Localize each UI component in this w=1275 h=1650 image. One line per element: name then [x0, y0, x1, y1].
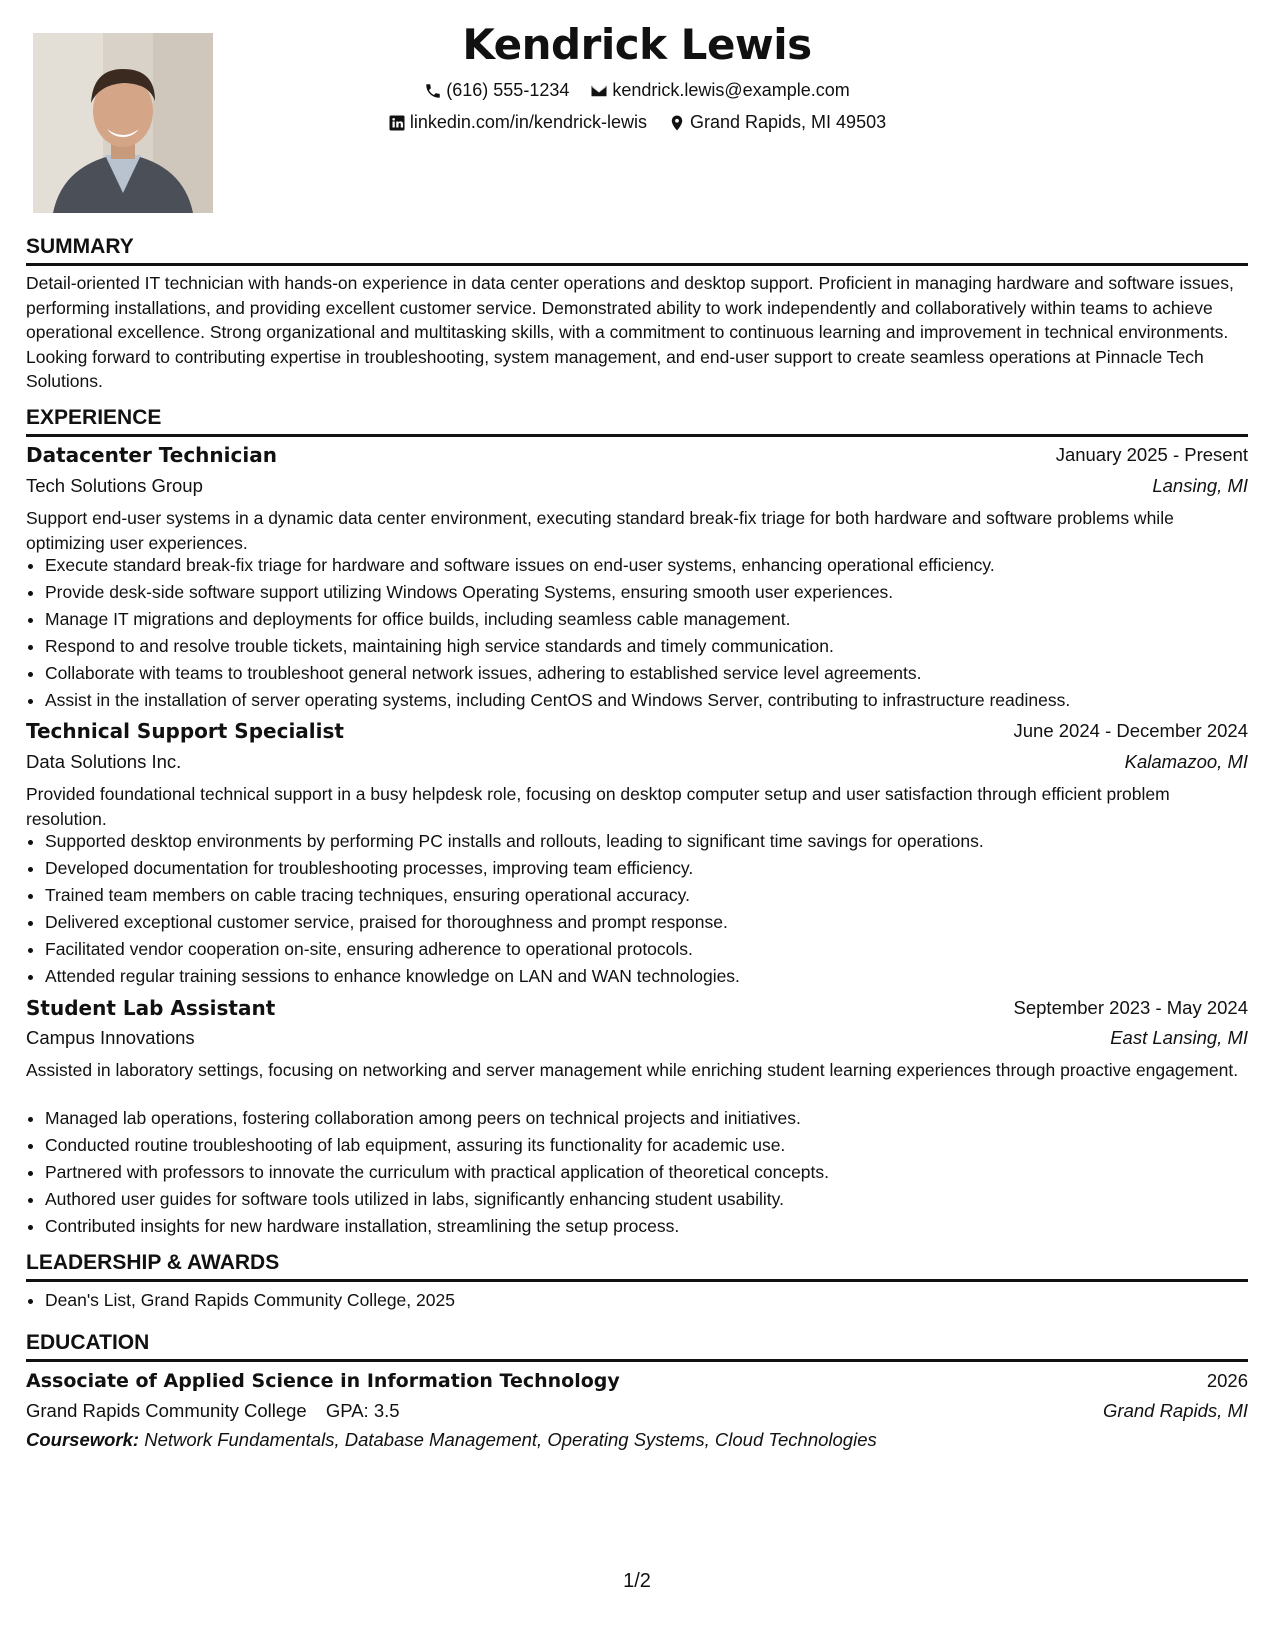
phone-number: (616) 555-1234 — [446, 80, 570, 100]
contact-email[interactable] — [590, 80, 849, 101]
section-heading-experience: EXPERIENCE — [26, 405, 1248, 437]
envelope-icon — [590, 82, 608, 100]
coursework-list: Network Fundamentals, Database Management, Operating Systems, Cloud Technologies — [144, 1429, 877, 1450]
gpa: GPA: 3.5 — [325, 1400, 400, 1421]
coursework-label: Coursework: — [26, 1429, 140, 1450]
linkedin-url: linkedin.com/in/kendrick-lewis — [409, 112, 647, 132]
coursework-line — [26, 1429, 877, 1451]
section-heading-summary: SUMMARY — [26, 234, 1248, 266]
section-heading-awards: LEADERSHIP & AWARDS — [26, 1250, 1248, 1282]
job-title: Datacenter Technician — [26, 443, 277, 467]
list-item: • Dean's List, Grand Rapids Community College, 2025 — [45, 1287, 1245, 1314]
job-company: Data Solutions Inc. — [26, 751, 182, 772]
list-item: • Execute standard break-fix triage for hardware and software issues on end-user systems, enhancing operational efficiency. — [45, 552, 1245, 579]
list-item: • Assist in the installation of server operating systems, including CentOS and Windows Server, contributing to infrastructure readiness. — [45, 687, 1245, 714]
degree-title: Associate of Applied Science in Information Technology — [26, 1370, 620, 1392]
email-address: kendrick.lewis@example.com — [612, 80, 850, 100]
job-bullets — [26, 552, 1245, 714]
list-item: • Trained team members on cable tracing techniques, ensuring operational accuracy. — [45, 882, 1245, 909]
resume-page — [26, 0, 1248, 1650]
list-item: • Attended regular training sessions to enhance knowledge on LAN and WAN technologies. — [45, 963, 1245, 990]
map-pin-icon — [668, 114, 686, 132]
list-item: • Respond to and resolve trouble tickets, maintaining high service standards and timely communication. — [45, 633, 1245, 660]
job-bullets — [26, 828, 1245, 990]
job-dates: June 2024 - December 2024 — [1013, 720, 1248, 741]
job-title: Technical Support Specialist — [26, 719, 344, 743]
list-item: • Collaborate with teams to troubleshoot general network issues, adhering to established service level agreements. — [45, 660, 1245, 687]
list-item: • Developed documentation for troubleshooting processes, improving team efficiency. — [45, 855, 1245, 882]
job-company: Tech Solutions Group — [26, 475, 203, 496]
school-location: Grand Rapids, MI — [1103, 1400, 1248, 1421]
school-line — [26, 1400, 400, 1422]
job-description: Support end-user systems in a dynamic data center environment, executing standard break-fix triage for both hardware and software problems while optimizing user experiences. — [26, 508, 1174, 553]
contact-row-secondary — [26, 112, 1248, 137]
contact-row-primary — [26, 80, 1248, 105]
list-item: • Provide desk-side software support utilizing Windows Operating Systems, ensuring smooth user experiences. — [45, 579, 1245, 606]
job-bullets — [26, 1105, 1245, 1240]
job-location: East Lansing, MI — [1110, 1027, 1248, 1048]
location-text: Grand Rapids, MI 49503 — [689, 112, 887, 132]
list-item: • Facilitated vendor cooperation on-site, ensuring adherence to operational protocols. — [45, 936, 1245, 963]
graduation-year: 2026 — [1206, 1370, 1248, 1391]
job-description: Assisted in laboratory settings, focusing on networking and server management while enriching student learning experiences through proactive engagement. — [26, 1060, 1239, 1080]
awards-list — [26, 1287, 1245, 1314]
linkedin-icon — [388, 114, 406, 132]
list-item: • Manage IT migrations and deployments for office builds, including seamless cable management. — [45, 606, 1245, 633]
list-item: • Supported desktop environments by performing PC installs and rollouts, leading to significant time savings for operations. — [45, 828, 1245, 855]
list-item: • Partnered with professors to innovate the curriculum with practical application of theoretical concepts. — [45, 1159, 1245, 1186]
contact-linkedin[interactable] — [388, 112, 647, 133]
list-item: • Conducted routine troubleshooting of lab equipment, assuring its functionality for academic use. — [45, 1132, 1245, 1159]
list-item: • Delivered exceptional customer service, praised for thoroughness and prompt response. — [45, 909, 1245, 936]
job-company: Campus Innovations — [26, 1027, 195, 1048]
job-dates: January 2025 - Present — [1055, 444, 1248, 465]
list-item: • Managed lab operations, fostering collaboration among peers on technical projects and initiatives. — [45, 1105, 1245, 1132]
phone-icon — [424, 82, 442, 100]
candidate-name: Kendrick Lewis — [462, 20, 812, 69]
page-number: 1/2 — [623, 1570, 651, 1592]
contact-phone[interactable] — [424, 80, 569, 101]
summary-text: Detail-oriented IT technician with hands-on experience in data center operations and desktop support. Proficient in managing hardware and software issues, performing installations, and providing excellent customer service. Demonstrated ability to work independently and collaboratively within teams to achieve operational excellence. Strong organizational and multitasking skills, with a commitment to continuous learning and improvement in technical environments. Looking forward to contributing expertise in troubleshooting, system management, and end-user support to create seamless operations at Pinnacle Tech Solutions. — [26, 273, 1234, 391]
list-item: • Contributed insights for new hardware installation, streamlining the setup process. — [45, 1213, 1245, 1240]
contact-location — [668, 112, 886, 133]
job-dates: September 2023 - May 2024 — [1013, 997, 1248, 1018]
section-heading-education: EDUCATION — [26, 1330, 1248, 1362]
job-title: Student Lab Assistant — [26, 996, 276, 1020]
school-name: Grand Rapids Community College — [26, 1400, 307, 1421]
job-location: Kalamazoo, MI — [1124, 751, 1248, 772]
list-item: • Authored user guides for software tools utilized in labs, significantly enhancing student usability. — [45, 1186, 1245, 1213]
job-description: Provided foundational technical support in a busy helpdesk role, focusing on desktop computer setup and user satisfaction through efficient problem resolution. — [26, 784, 1170, 829]
job-location: Lansing, MI — [1152, 475, 1248, 496]
